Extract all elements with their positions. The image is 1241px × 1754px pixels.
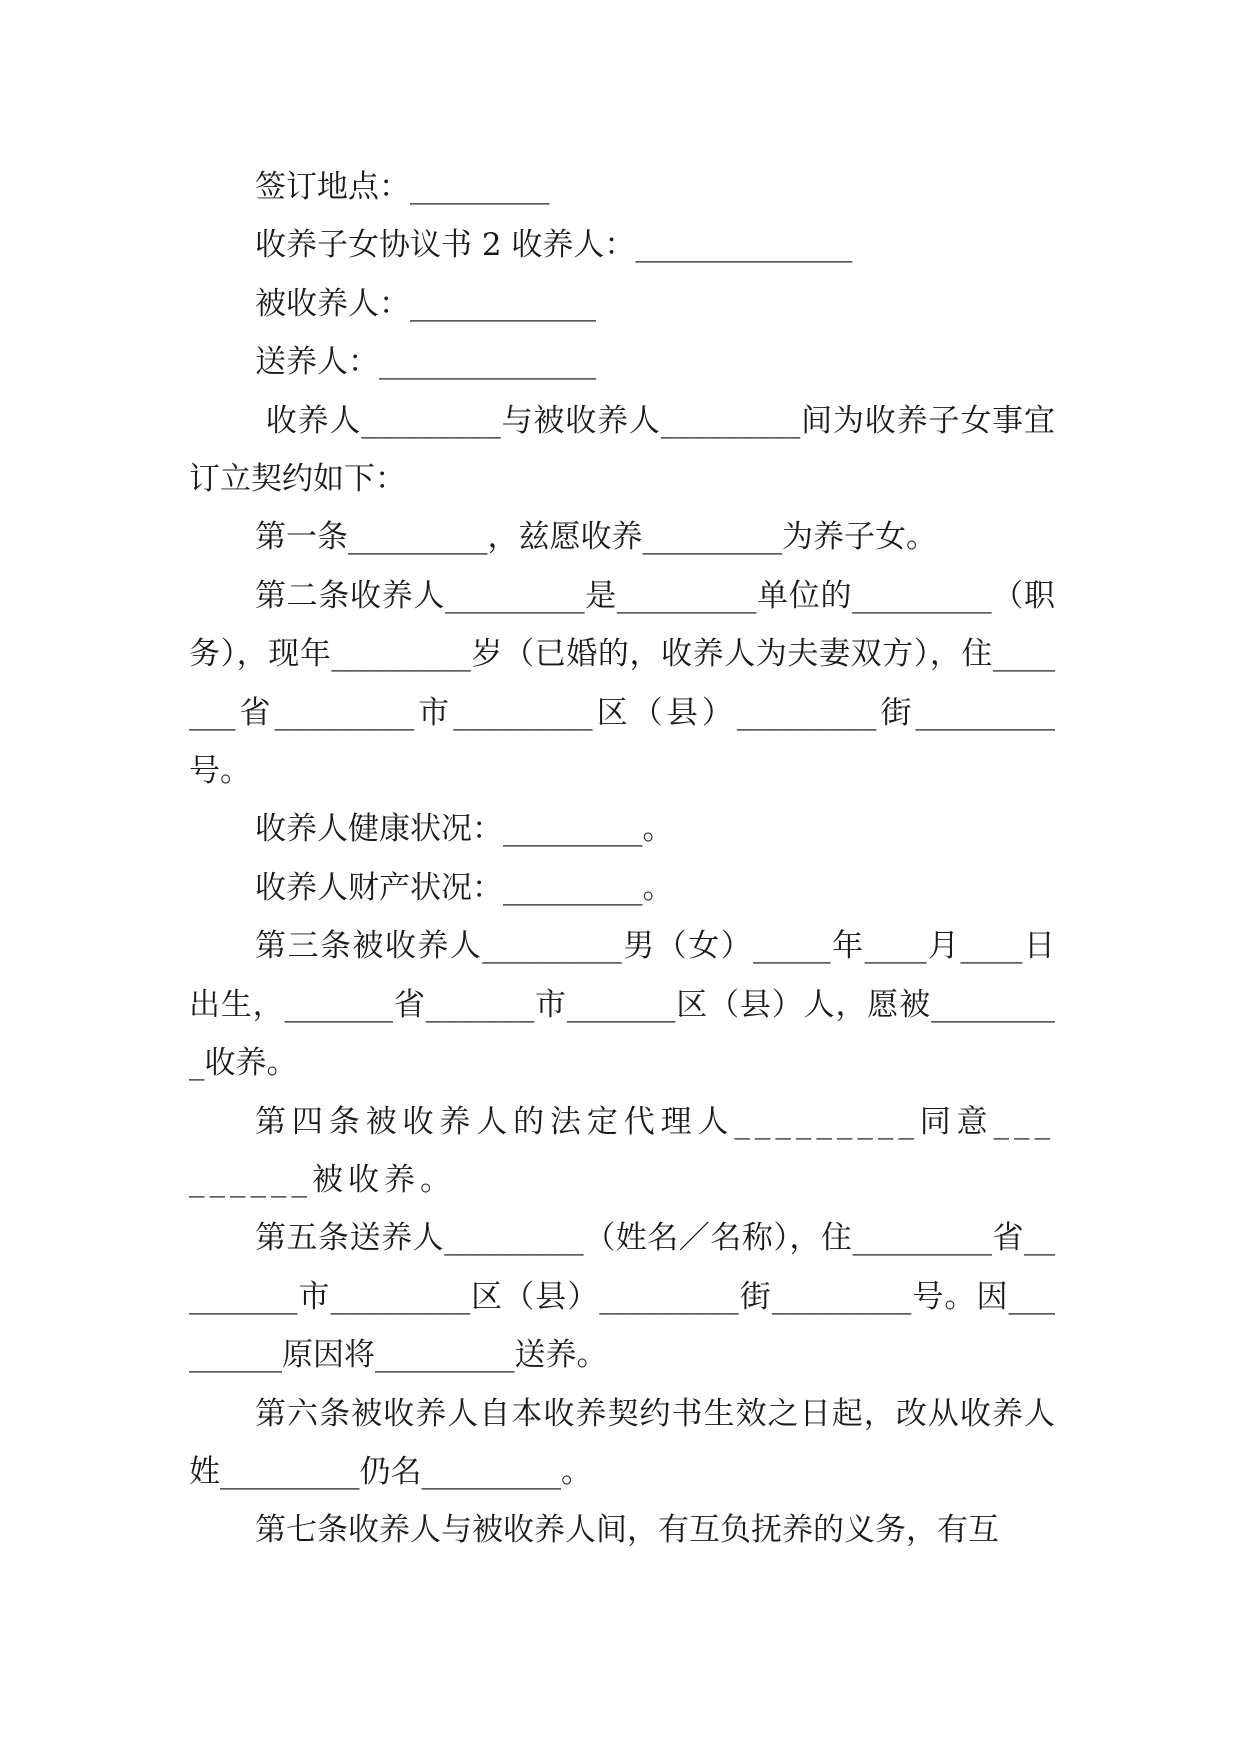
article-6: 第六条被收养人自本收养契约书生效之日起，改从收养人姓_________仍名_________。 [189, 1395, 1055, 1490]
adoptee-line: 被收养人：____________ [255, 285, 596, 322]
signing-location-line: 签订地点：_________ [255, 169, 550, 205]
document-body [189, 158, 1055, 1560]
adopter-line: 收养子女协议书 2 收养人：______________ [255, 227, 853, 264]
article-1: 第一条_________，兹愿收养_________为养子女。 [255, 519, 937, 556]
adopter-property-line: 收养人财产状况：_________。 [255, 869, 674, 906]
article-3: 第三条被收养人_________男（女）_____年____月____日出生，_______省_______市_______区（县）人，愿被_________收养。 [189, 928, 1055, 1082]
placer-line: 送养人：______________ [255, 344, 596, 381]
adopter-health-line: 收养人健康状况：_________。 [255, 811, 674, 848]
article-4: 第四条被收养人的法定代理人_________同意_________被收养。 [189, 1103, 1055, 1198]
preamble-paragraph: 收养人_________与被收养人_________间为收养子女事宜订立契约如下： [189, 402, 1056, 498]
article-2: 第二条收养人_________是_________单位的_________（职务），现年_________岁（已婚的，收养人为夫妻双方），住_______省_________市_________区（县）_________街_________号。 [189, 577, 1055, 790]
article-5: 第五条送养人_________（姓名／名称），住_________省_________市_________区（县）_________街_________号。因_________原因将_________送养。 [189, 1220, 1055, 1374]
article-7: 第七条收养人与被收养人间，有互负抚养的义务，有互 [255, 1512, 999, 1549]
